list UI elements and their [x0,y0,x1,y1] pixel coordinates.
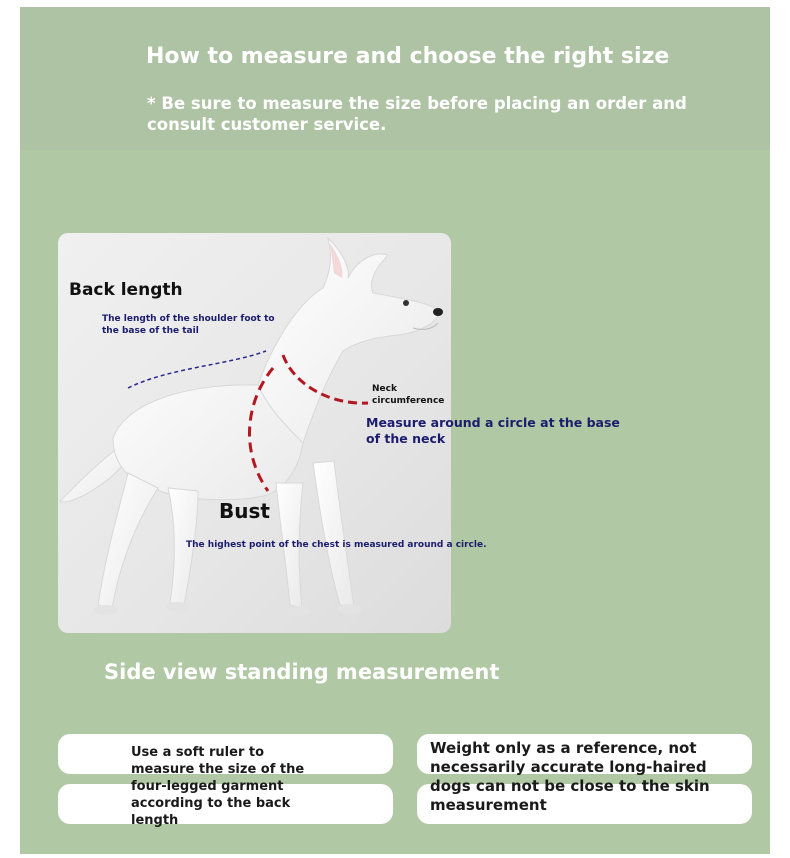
bust-label: Bust [219,499,270,523]
back-length-line [128,351,266,388]
back-length-label: Back length [69,280,183,300]
page-title: How to measure and choose the right size [146,44,670,69]
bust-description: The highest point of the chest is measured around a circle. [186,540,487,550]
tip-right-text: Weight only as a reference, not necessarily accurate long-haired dogs can not be close to the skin measurement [430,739,710,814]
section-title: Side view standing measurement [104,660,500,684]
order-note: * Be sure to measure the size before placing an order and consult customer service. [147,94,687,134]
back-length-description: The length of the shoulder foot to the base of the tail [102,314,275,336]
neck-description: Measure around a circle at the base of the neck [366,415,620,446]
neck-circumference-label: Neck circumference [372,384,445,406]
tip-left-text: Use a soft ruler to measure the size of the four-legged garment according to the back length [131,745,305,828]
